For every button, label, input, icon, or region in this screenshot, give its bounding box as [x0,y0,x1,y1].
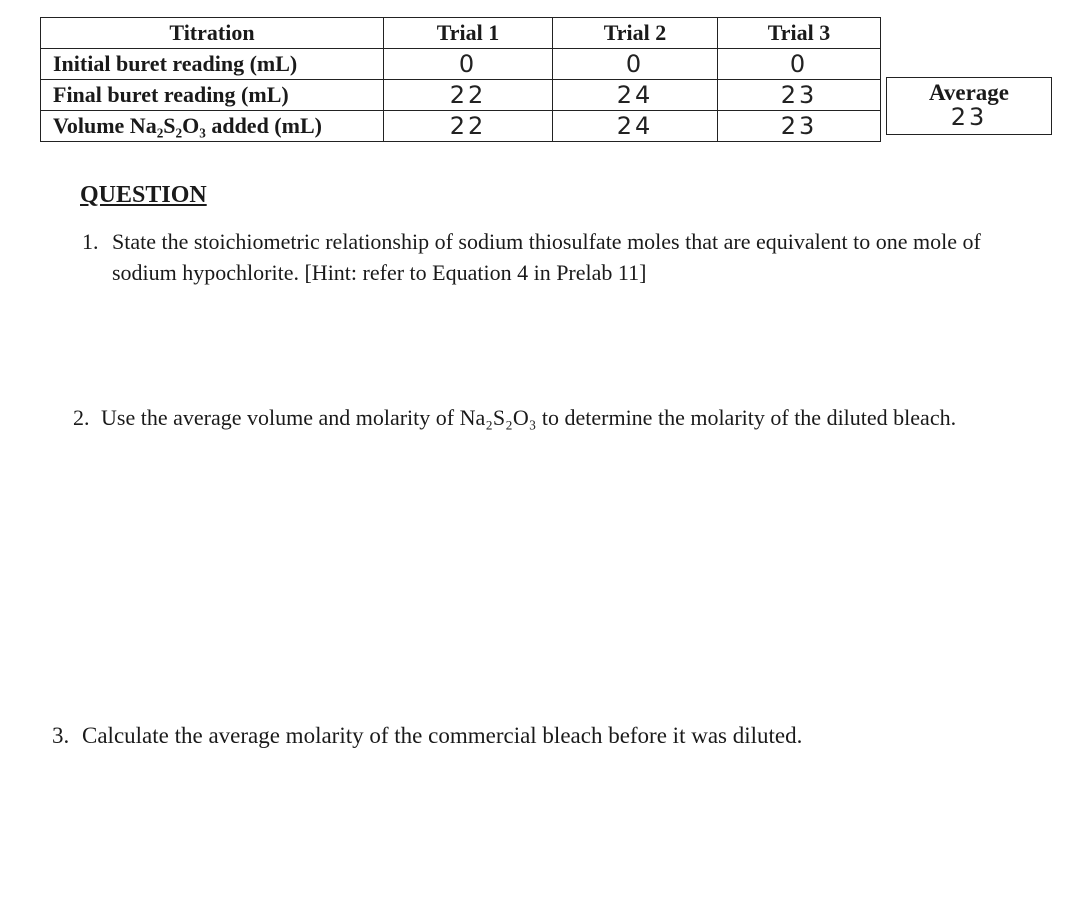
initial-trial-3: 0 [718,49,881,80]
volume-trial-3: 23 [718,111,881,142]
volume-trial-1: 22 [384,111,553,142]
average-value: 23 [950,103,988,131]
table-row [41,111,881,142]
final-trial-1: 22 [384,80,553,111]
volume-trial-2: 24 [553,111,718,142]
row-label-volume: Volume Na₂S₂O₃ added (mL) [41,111,384,142]
average-box [886,77,1052,135]
row-label-final: Final buret reading (mL) [41,80,384,111]
question-1-text: State the stoichiometric relationship of sodium thiosulfate moles that are equivalent to one mole of sodium hypochlorite. [Hint: refer to Equation 4 in Prelab 11] [112,229,981,285]
table-row [41,80,881,111]
question-1-number: 1. [82,229,99,254]
header-trial-3: Trial 3 [718,18,881,49]
header-trial-2: Trial 2 [553,18,718,49]
table-header-row [41,18,881,49]
row-label-initial: Initial buret reading (mL) [41,49,384,80]
question-2-number: 2. [73,405,90,430]
initial-trial-2: 0 [553,49,718,80]
question-2-text: Use the average volume and molarity of Na₂S₂O₃ to determine the molarity of the diluted bleach. [101,405,957,430]
question-2 [73,402,1013,433]
question-3 [52,720,952,751]
question-3-number: 3. [52,723,70,748]
final-trial-2: 24 [553,80,718,111]
header-trial-1: Trial 1 [384,18,553,49]
initial-trial-1: 0 [384,49,553,80]
final-trial-3: 23 [718,80,881,111]
question-3-text: Calculate the average molarity of the commercial bleach before it was diluted. [82,723,803,748]
question-1 [82,226,1012,288]
titration-table [40,17,881,142]
average-label: Average [928,80,1010,105]
header-titration: Titration [41,18,384,49]
question-heading: QUESTION [80,182,207,208]
table-row [41,49,881,80]
